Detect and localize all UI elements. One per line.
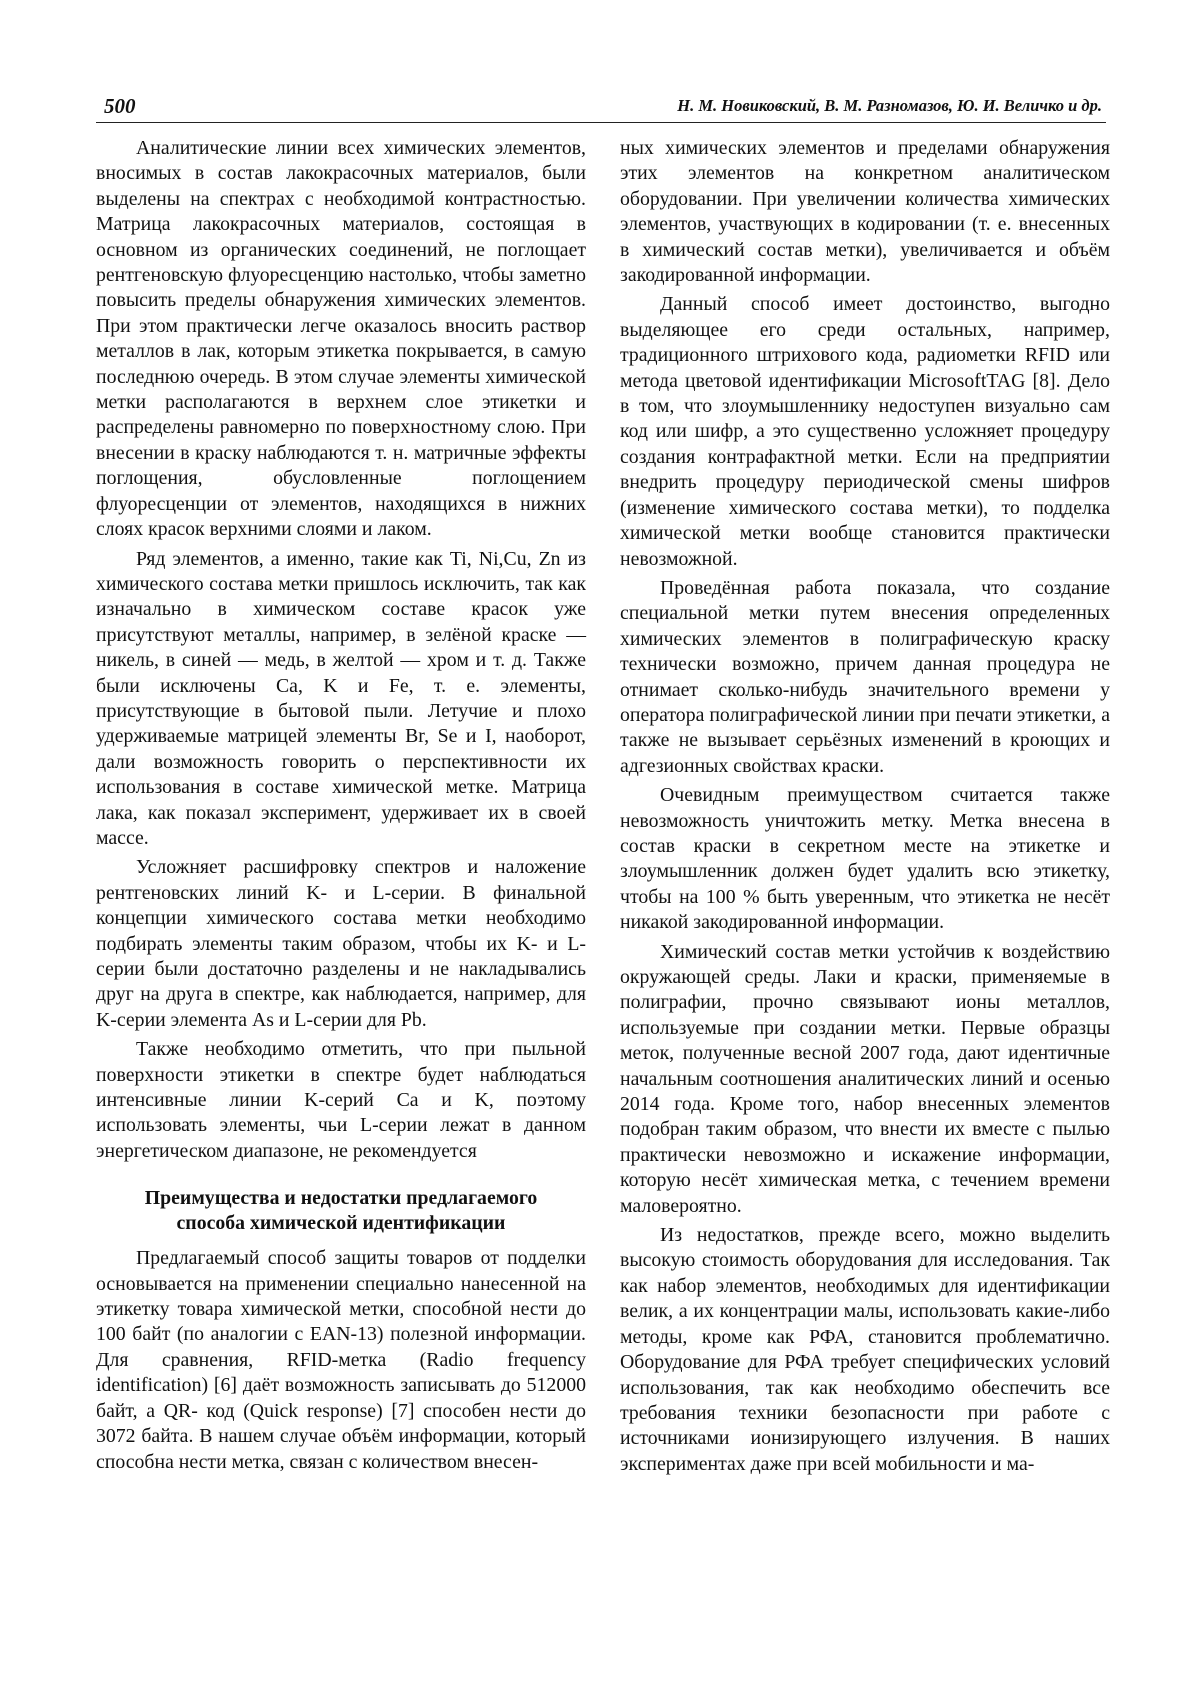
paragraph: Усложняет расшифровку спектров и наложение рентгеновских линий K- и L-серии. В финальной концепции химического состава метки необходимо подбирать элементы таким образом, чтобы их K- и L-серии были достаточно разделены и не накладывались друг на друга в спектре, как наблюдается, например, для K-серии элемента As и L-серии для Pb. [96,856,586,1031]
paragraph: Предлагаемый способ защиты товаров от подделки основывается на применении специально нанесенной на этикетку товара химической метки, способной нести до 100 байт (по аналогии с EAN-13) полезной информации. Для сравнения, RFID-метка (Radio frequency identification) [6] даёт возможность записывать до 512000 байт, а QR- код (Quick response) [7] способен нести до 3072 байта. В нашем случае объём информации, который способна нести метка, связан с количеством внесен- [96,1247,586,1473]
paragraph: Проведённая работа показала, что создание специальной метки путем внесения определенных химических элементов в полиграфическую краску технически возможно, причем данная процедура не отнимает сколько-нибудь значительного времени у оператора полиграфической линии при печати этикетки, а также не вызывает серьёзных изменений в кроющих и адгезионных свойствах краски. [620,576,1110,777]
page-header [96,88,1106,123]
running-title: Н. М. Новиковский, В. М. Разномазов, Ю. И. Величко и др. [677,96,1102,115]
paragraph: Из недостатков, прежде всего, можно выделить высокую стоимость оборудования для исследования. Так как набор элементов, необходимых для идентификации велик, а их концентрации малы, использовать какие-либо методы, кроме как РФА, становится проблематично. Оборудование для РФА требует специфических условий использования, так как необходимо обеспечить все требования техники безопасности при работе с источниками ионизирующего излучения. В наших экспериментах даже при всей мобильности и ма- [620,1224,1110,1475]
paragraph: Очевидным преимуществом считается также невозможность уничтожить метку. Метка внесена в состав краски в секретном месте на этикетке и злоумышленник должен будет удалить всю этикетку, чтобы на 100 % быть уверенным, что этикетка не несёт никакой закодированной информации. [620,784,1110,934]
section-heading-line1: Преимущества и недостатки предлагаемого [144,1187,538,1210]
section-heading [96,1186,586,1236]
paragraph: Данный способ имеет достоинство, выгодно выделяющее его среди остальных, например, традиционного штрихового кода, радиометки RFID или метода цветовой идентификации MicrosoftTAG [8]. Дело в том, что злоумышленнику недоступен визуально сам код или шифр, а это существенно усложняет процедуру создания контрафактной метки. Если на предприятии внедрить процедуру периодической смены шифров (изменение химического состава метки), то подделка химической метки вообще становится практически невозможной. [620,293,1110,570]
paragraph: Химический состав метки устойчив к воздействию окружающей среды. Лаки и краски, применяемые в полиграфии, прочно связывают ионы металлов, используемые при создании метки. Первые образцы меток, полученные весной 2007 года, дают идентичные начальным соотношения аналитических линий и осенью 2014 года. Кроме того, набор внесенных элементов подобран таким образом, что внести их вместе с пылью практически невозможно и искажение информации, которую несёт химическая метка, с течением времени маловероятно. [620,940,1110,1217]
page-number: 500 [104,94,136,118]
section-heading-line2: способа химической идентификации [176,1212,506,1235]
paragraph: Аналитические линии всех химических элементов, вносимых в состав лакокрасочных материалов, были выделены на спектрах с необходимой контрастностью. Матрица лакокрасочных материалов, состоящая в основном из органических соединений, не поглощает рентгеновскую флуоресценцию настолько, чтобы заметно повысить пределы обнаружения химических элементов. При этом практически легче оказалось вносить раствор металлов в лак, которым этикетка покрывается, в самую последнюю очередь. В этом случае элементы химической метки располагаются в верхнем слое этикетки и распределены равномерно по поверхностному слою. При внесении в краску наблюдаются т. н. матричные эффекты поглощения, обусловленные поглощением флуоресценции от элементов, находящихся в нижних слоях красок верхними слоями и лаком. [96,137,586,541]
paragraph-continuation: ных химических элементов и пределами обнаружения этих элементов на конкретном аналитическом оборудовании. При увеличении количества химических элементов, участвующих в кодировании (т. е. внесенных в химический состав метки), увеличивается и объём закодированной информации. [620,137,1110,287]
paragraph: Также необходимо отметить, что при пыльной поверхности этикетки в спектре будет наблюдаться интенсивные линии K-серий Ca и K, поэтому использовать элементы, чьи L-серии лежат в данном энергетическом диапазоне, не рекомендуется [96,1038,586,1162]
right-column [620,136,1110,1481]
left-column [96,136,586,1479]
paragraph: Ряд элементов, а именно, такие как Ti, Ni,Cu, Zn из химического состава метки пришлось исключить, так как изначально в химическом составе красок уже присутствуют металлы, например, в зелёной краске — никель, в синей — медь, в желтой — хром и т. д. Также были исключены Ca, K и Fe, т. е. элементы, присутствующие в бытовой пыли. Летучие и плохо удерживаемые матрицей элементы Br, Se и I, наоборот, дали возможность говорить о перспективности их использования в составе химической метке. Матрица лака, как показал эксперимент, удерживает их в своей массе. [96,547,586,849]
